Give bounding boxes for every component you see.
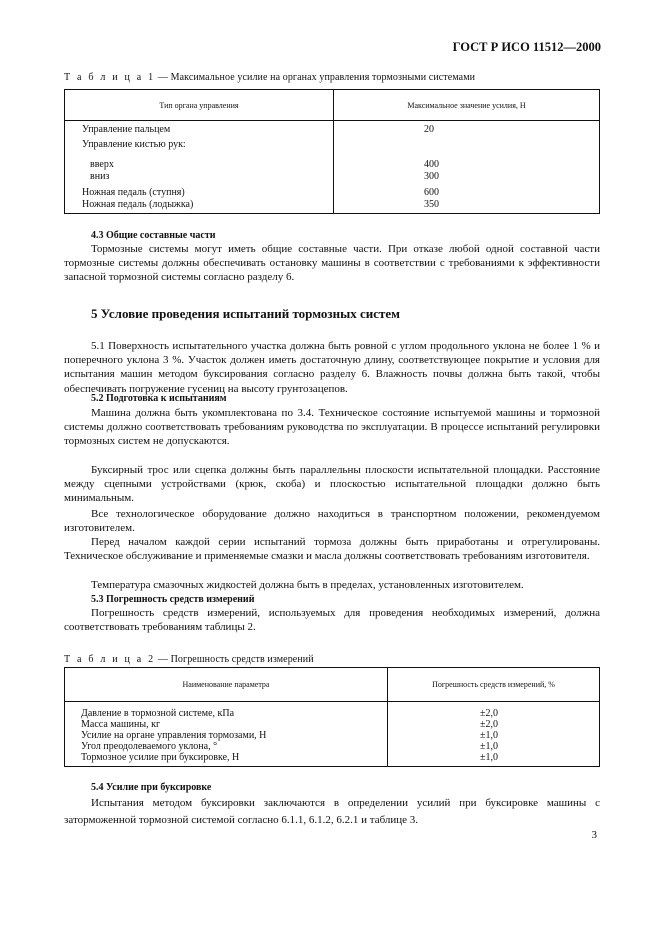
table1-cell-value: 300	[424, 171, 439, 182]
table-row	[65, 187, 600, 199]
table2-cell-name: Угол преодолеваемого уклона, °	[65, 741, 388, 752]
table2-caption	[64, 654, 314, 665]
section-5-2-paragraph-5: Температура смазочных жидкостей должна быть в пределах, установленных изготовителем.	[91, 579, 524, 591]
section-5-heading: 5 Условие проведения испытаний тормозных систем	[91, 306, 401, 321]
table2-header-row	[65, 668, 600, 702]
table-row	[65, 139, 600, 159]
section-5-2-paragraph-1: Машина должна быть укомплектована по 3.4. Техническое состояние испытуемой машины и тормозной системы должно соответствовать требованиям руководства по эксплуатации. В процессе испытаний регулировки тормозных систем не допускаются.	[64, 407, 600, 448]
table-row	[65, 121, 600, 140]
table2	[64, 667, 600, 767]
table1-cell-name: Управление кистью рук:	[65, 139, 334, 159]
table2-cell-value: ±1,0	[480, 752, 498, 763]
section-5-4-text: Испытания методом буксировки заключаются в определении усилий при буксировке машины с заторможенной тормозной системой согласно 6.1.1, 6.1.2, 6.2.1 и таблице 3.	[64, 797, 600, 826]
table2-cell-name: Давление в тормозной системе, кПа	[65, 702, 388, 720]
section-5-3-text: Погрешность средств измерений, используемых для проведения необходимых измерений, должна соответствовать требованиям таблицы 2.	[64, 607, 600, 634]
table2-cell-value: ±1,0	[480, 741, 498, 752]
table-row	[65, 741, 600, 752]
section-5-4-heading: 5.4 Усилие при буксировке	[91, 782, 212, 793]
table2-cell-name: Тормозное усилие при буксировке, Н	[65, 752, 388, 767]
section-4-3-text: Тормозные системы могут иметь общие составные части. При отказе любой одной составной части тормозные системы должны обеспечивать остановку машины в соответствии с требованиями к эффективности запасной тормозной системы согласно разделу 6.	[64, 243, 600, 284]
table-row	[65, 752, 600, 767]
table-row	[65, 719, 600, 730]
table2-col2-header: Погрешность средств измерений, %	[432, 680, 555, 689]
table1-caption	[64, 72, 475, 83]
table1-cell-value: 400	[424, 159, 439, 170]
table1-cell-name: вверх	[65, 159, 334, 171]
table1-col2-header: Максимальное значение усилия, Н	[407, 100, 526, 110]
section-5-2-paragraph-4: Перед началом каждой серии испытаний тормоза должны быть приработаны и отрегулированы. Техническое обслуживание и применяемые смазки и масла должны соответствовать требованиям изготовителя.	[64, 536, 600, 563]
table1-cell-name: Управление пальцем	[65, 121, 334, 140]
table1-cell-value: 20	[424, 124, 434, 135]
table2-caption-prefix: Т а б л и ц а 2	[64, 654, 156, 665]
table2-cell-value: ±2,0	[480, 719, 498, 730]
table2-cell-name: Масса машины, кг	[65, 719, 388, 730]
table1-col1-header: Тип органа управления	[65, 90, 334, 121]
section-5-3-heading: 5.3 Погрешность средств измерений	[91, 594, 255, 605]
table1-header-row	[65, 90, 600, 121]
table1-caption-text: — Максимальное усилие на органах управления тормозными системами	[155, 72, 476, 83]
table-row	[65, 702, 600, 720]
table1-cell-value	[334, 139, 600, 159]
section-5-2-paragraph-2: Буксирный трос или сцепка должны быть параллельны плоскости испытательной площадки. Расстояние между сцепными устройствами (крюк, скоба) и плоскостью испытательной площадки должно быть минимальным.	[64, 464, 600, 505]
table1-cell-value: 350	[424, 199, 439, 210]
table1-cell-name: Ножная педаль (лодыжка)	[65, 199, 334, 214]
table1	[64, 89, 600, 214]
table1-cell-name: вниз	[65, 171, 334, 187]
section-5-2-heading: 5.2 Подготовка к испытаниям	[91, 393, 227, 404]
table2-caption-text: — Погрешность средств измерений	[155, 654, 314, 665]
page-number: 3	[591, 829, 597, 841]
table2-cell-name: Усилие на органе управления тормозами, Н	[65, 730, 388, 741]
table-row	[65, 730, 600, 741]
document-code: ГОСТ Р ИСО 11512—2000	[452, 40, 601, 54]
table1-caption-prefix: Т а б л и ц а 1	[64, 72, 156, 83]
table2-col1-header: Наименование параметра	[65, 668, 388, 702]
table1-cell-name: Ножная педаль (ступня)	[65, 187, 334, 199]
section-5-1-text: 5.1 Поверхность испытательного участка должна быть ровной с углом продольного уклона не более 1 % и поперечного уклона 3 %. Участок должен иметь достаточную длину, соответствующее покрытие и условия для испытания машин методом буксирования согласно разделу 6. Влажность почвы должна быть такой, чтобы обеспечивать погружение гусениц на высоту грунтозацепов.	[64, 340, 600, 395]
table2-cell-value: ±2,0	[480, 708, 498, 719]
table2-cell-value: ±1,0	[480, 730, 498, 741]
section-4-3-heading: 4.3 Общие составные части	[91, 230, 216, 241]
table1-cell-value: 600	[424, 187, 439, 198]
section-5-2-paragraph-3: Все технологическое оборудование должно находиться в транспортном положении, рекомендуемом изготовителем.	[64, 508, 600, 535]
table-row	[65, 171, 600, 187]
table-row	[65, 199, 600, 214]
table-row	[65, 159, 600, 171]
